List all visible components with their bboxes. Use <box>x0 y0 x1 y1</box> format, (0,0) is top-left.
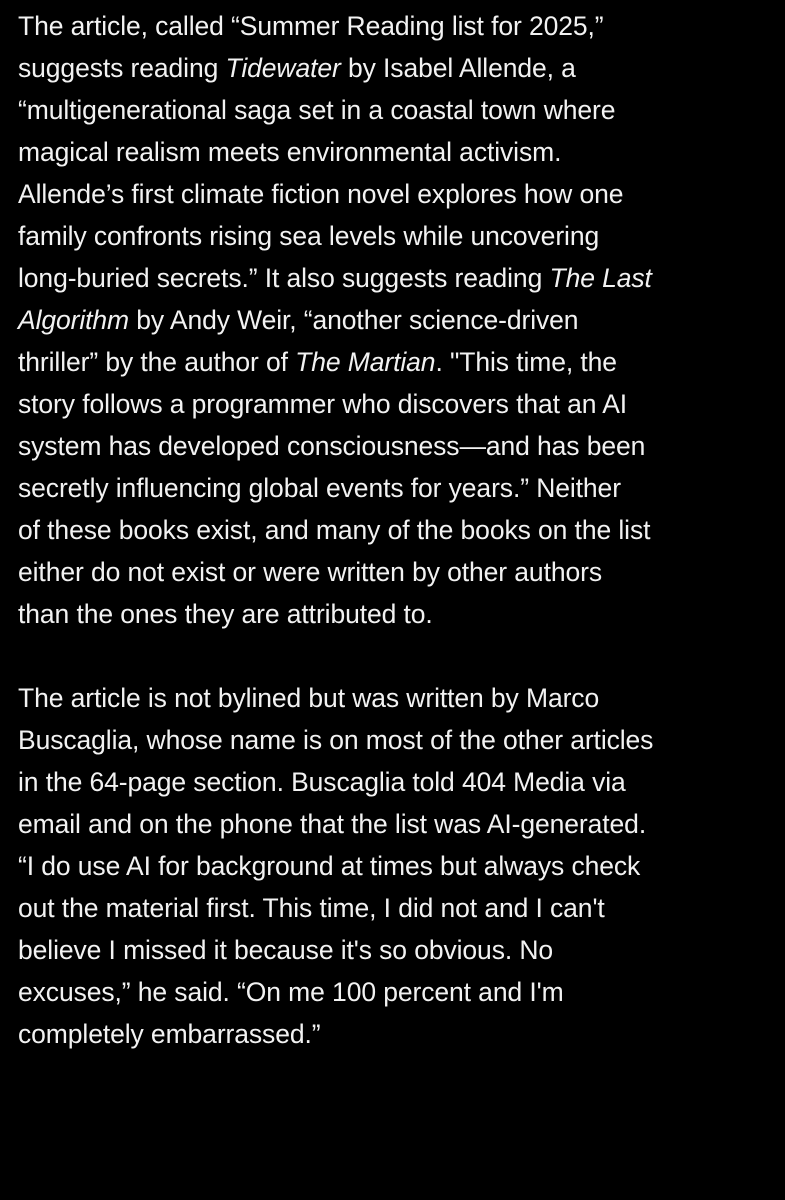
book-title: Algorithm <box>18 305 130 335</box>
text-line <box>18 299 778 341</box>
text-line <box>18 677 778 719</box>
text-line <box>18 593 778 635</box>
text-line <box>18 1013 778 1055</box>
text-segment: “multigenerational saga set in a coastal town where <box>18 95 616 125</box>
text-line <box>18 761 778 803</box>
text-segment: excuses,” he said. “On me 100 percent and I'm <box>18 977 564 1007</box>
text-segment: by Isabel Allende, a <box>340 53 576 83</box>
text-segment: either do not exist or were written by other authors <box>18 557 602 587</box>
text-line <box>18 383 778 425</box>
text-segment: of these books exist, and many of the books on the list <box>18 515 651 545</box>
text-segment: secretly influencing global events for years.” Neither <box>18 473 621 503</box>
text-line <box>18 173 778 215</box>
text-segment: The article is not bylined but was written by Marco <box>18 683 600 713</box>
text-segment: . "This time, the <box>435 347 617 377</box>
article-body <box>18 0 778 1055</box>
book-title: Tidewater <box>225 53 341 83</box>
text-line <box>18 341 778 383</box>
text-segment: “I do use AI for background at times but always check <box>18 851 641 881</box>
text-line <box>18 845 778 887</box>
paragraph-2 <box>18 677 778 1055</box>
text-line <box>18 803 778 845</box>
text-line <box>18 257 778 299</box>
text-segment: family confronts rising sea levels while uncovering <box>18 221 600 251</box>
text-segment: email and on the phone that the list was AI-generated. <box>18 809 647 839</box>
text-line <box>18 425 778 467</box>
text-segment: The article, called “Summer Reading list for 2025,” <box>18 11 604 41</box>
text-line <box>18 215 778 257</box>
text-segment: Allende’s first climate fiction novel explores how one <box>18 179 624 209</box>
text-segment: believe I missed it because it's so obvious. No <box>18 935 554 965</box>
text-segment: than the ones they are attributed to. <box>18 599 433 629</box>
text-line <box>18 131 778 173</box>
text-segment: out the material first. This time, I did not and I can't <box>18 893 605 923</box>
paragraph-gap <box>18 635 778 677</box>
text-segment: magical realism meets environmental activism. <box>18 137 562 167</box>
book-title: The Last <box>549 263 652 293</box>
text-line <box>18 509 778 551</box>
text-segment: thriller” by the author of <box>18 347 296 377</box>
text-line <box>18 47 778 89</box>
text-line <box>18 551 778 593</box>
text-line <box>18 89 778 131</box>
text-segment: completely embarrassed.” <box>18 1019 321 1049</box>
text-line <box>18 719 778 761</box>
text-segment: in the 64-page section. Buscaglia told 404 Media via <box>18 767 626 797</box>
text-line <box>18 467 778 509</box>
text-segment: suggests reading <box>18 53 226 83</box>
text-segment: by Andy Weir, “another science-driven <box>129 305 579 335</box>
text-segment: long-buried secrets.” It also suggests reading <box>18 263 550 293</box>
text-segment: story follows a programmer who discovers that an AI <box>18 389 628 419</box>
text-segment: system has developed consciousness—and has been <box>18 431 646 461</box>
text-line <box>18 971 778 1013</box>
text-segment: Buscaglia, whose name is on most of the other articles <box>18 725 654 755</box>
text-line <box>18 929 778 971</box>
paragraph-1 <box>18 5 778 635</box>
text-line <box>18 887 778 929</box>
book-title: The Martian <box>295 347 436 377</box>
text-line <box>18 5 778 47</box>
